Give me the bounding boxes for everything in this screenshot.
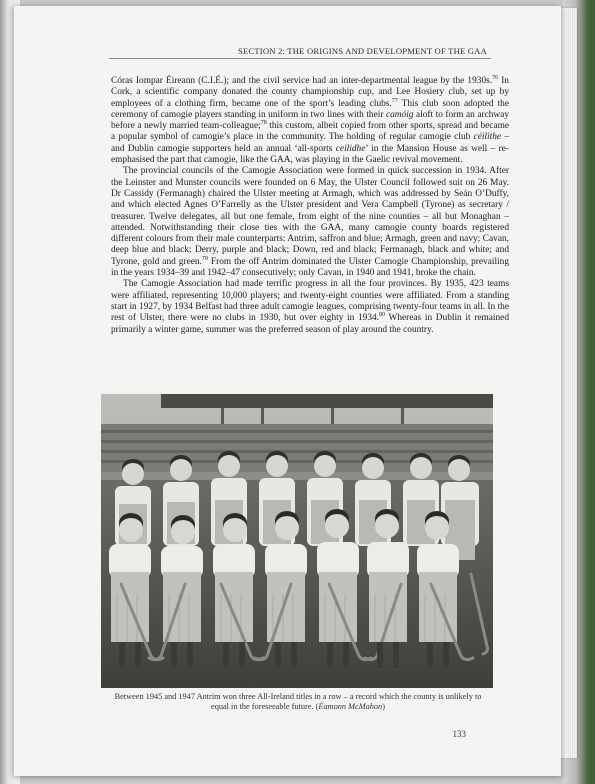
text-run: The provincial councils of the Camogie Association were formed in quick succession in 1934. After the Leinster and Munster councils were founded on 6 May, the Ulster Council followed suit on 26 May. Dr Cassidy (Fermanagh) chaired the Ulster meeting at Armagh, which was addressed by Seán O’Duffy, and which elected Agnes O’Farrelly as the Ulster president and Vera Campbell (Tyrone) as secretary / treasurer. Twelve delegates, all but one female, from eight of the nine counties – all but Monaghan – attended. Notwithstanding their close ties with the GAA, many camogie county boards registered different colours from their male counterparts: Antrim, saffron and blue; Armagh, green and navy; Cavan, deep blue and black; Derry, purple and black; Down, red and black; Fermanagh, black and white; and Tyrone, gold and green. <box>111 166 509 267</box>
body-text <box>111 76 509 336</box>
italic-term: ceilidhe <box>335 143 366 154</box>
text-run: Whereas in Dublin it remained primarily a winter game, summer was the preferred season of play around the country. <box>111 313 509 335</box>
running-head: SECTION 2: THE ORIGINS AND DEVELOPMENT OF THE GAA <box>238 46 487 56</box>
footnote-ref: 77 <box>391 97 398 104</box>
text-run: The Camogie Association had made terrific progress in all the four provinces. By 1935, 423 teams were affiliated, representing 10,000 players; and twenty-eight counties were affiliated. From a standing start in 1927, by 1934 Belfast had three adult camogie leagues, comprising twenty-four teams in all. In the rest of Ulster, there were no clubs in 1930, but over eighty in 1934. <box>111 279 509 324</box>
book-page <box>14 6 561 776</box>
footnote-ref: 80 <box>379 312 386 319</box>
text-run: aloft to form an archway before a newly married team-colleague; <box>111 109 510 132</box>
caption-text: Between 1945 and 1947 Antrim won three All-Ireland titles in a row – a record which the county is unlikely to equal in the foreseeable future. ( <box>114 692 482 712</box>
footnote-ref: 76 <box>492 75 499 81</box>
photo-caption <box>106 692 490 712</box>
text-run: – and Dublin camogie supporters held an annual ‘all-sports <box>111 132 509 154</box>
header-rule <box>109 58 491 59</box>
text-run: From the off Antrim dominated the Ulster Camogie Championship, prevailing in the years 1934–39 and 1942–47 consecutively; only Cavan, in 1940 and 1941, broke the chain. <box>111 256 509 279</box>
italic-term: céilithe <box>473 132 502 143</box>
text-run: This club soon adopted the ceremony of camogie players standing in uniform in two lines with their <box>111 98 509 120</box>
text-run: In Cork, a scientific company donated the county championship cup, and Lee Hosiery club, set up by employees of a clothing firm, became one of the sport’s leading clubs. <box>111 76 509 109</box>
footnote-ref: 78 <box>260 120 267 127</box>
caption-close: ) <box>382 702 385 712</box>
text-run: ’ in the Mansion House as well – re-emphasised the part that camogie, like the GAA, was playing in the Gaelic revival movement. <box>111 143 509 166</box>
text-run: Córas Iompar Éireann (C.I.É.); and the civil service had an inter-departmental league by the 1930s. <box>111 76 493 86</box>
team-photograph <box>101 394 493 688</box>
page-number: 133 <box>452 729 466 739</box>
footnote-ref: 79 <box>201 255 208 262</box>
italic-term: camóig <box>385 109 414 120</box>
body-paragraph <box>111 166 509 279</box>
caption-credit: Éamonn McMahon <box>318 702 383 712</box>
body-paragraph <box>111 279 509 335</box>
text-run: this custom, albeit copied from other sports, spread and became a popular symbol of camogie’s place in the community. The holding of regular camogie club <box>111 121 510 143</box>
body-paragraph <box>111 76 509 166</box>
